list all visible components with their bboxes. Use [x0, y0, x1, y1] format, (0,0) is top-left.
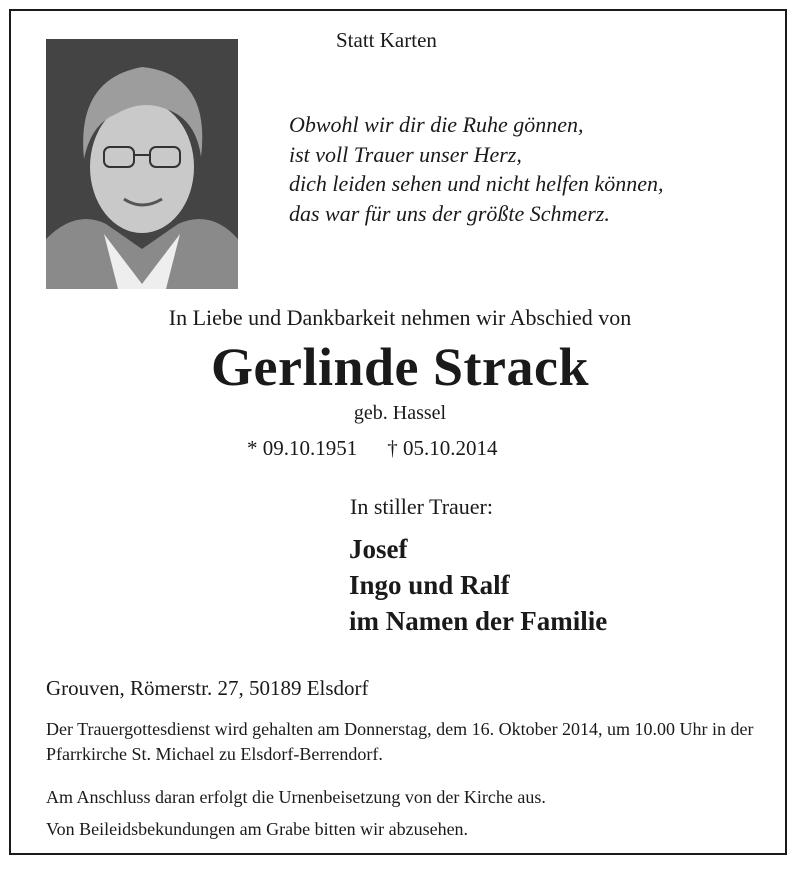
condolence-note: Von Beileidsbekundungen am Grabe bitten wir abzusehen.: [46, 819, 469, 839]
intro-text: In Liebe und Dankbarkeit nehmen wir Abschied von: [168, 305, 632, 330]
burial-details: Am Anschluss daran erfolgt die Urnenbeisetzung von der Kirche aus.: [46, 787, 546, 807]
poem-line: das war für uns der größte Schmerz.: [289, 200, 610, 226]
death-date: † 05.10.2014: [387, 436, 498, 460]
portrait-photo: [46, 39, 238, 289]
maiden-name: geb. Hassel: [353, 402, 447, 424]
mourner-name: Josef: [349, 534, 408, 564]
poem-line: ist voll Trauer unser Herz,: [289, 141, 522, 167]
poem: [289, 110, 664, 228]
service-details: Der Trauergottesdienst wird gehalten am Donnerstag, dem 16. Oktober 2014, um 10.00 Uhr in der Pfarrkirche St. Michael zu Elsdorf-Berrendorf.: [46, 719, 754, 764]
mourners-list: [349, 531, 607, 639]
poem-line: dich leiden sehen und nicht helfen können,: [289, 171, 664, 196]
mourner-name: Ingo und Ralf: [349, 570, 510, 600]
statt-karten-heading: Statt Karten: [336, 28, 437, 52]
birth-date: * 09.10.1951: [247, 436, 358, 460]
deceased-name: Gerlinde Strack: [211, 337, 589, 397]
poem-line: Obwohl wir dir die Ruhe gönnen,: [289, 112, 584, 137]
mourning-label: In stiller Trauer:: [350, 494, 493, 519]
life-dates: [247, 436, 498, 461]
address: Grouven, Römerstr. 27, 50189 Elsdorf: [46, 676, 369, 700]
mourner-name: im Namen der Familie: [349, 606, 608, 636]
